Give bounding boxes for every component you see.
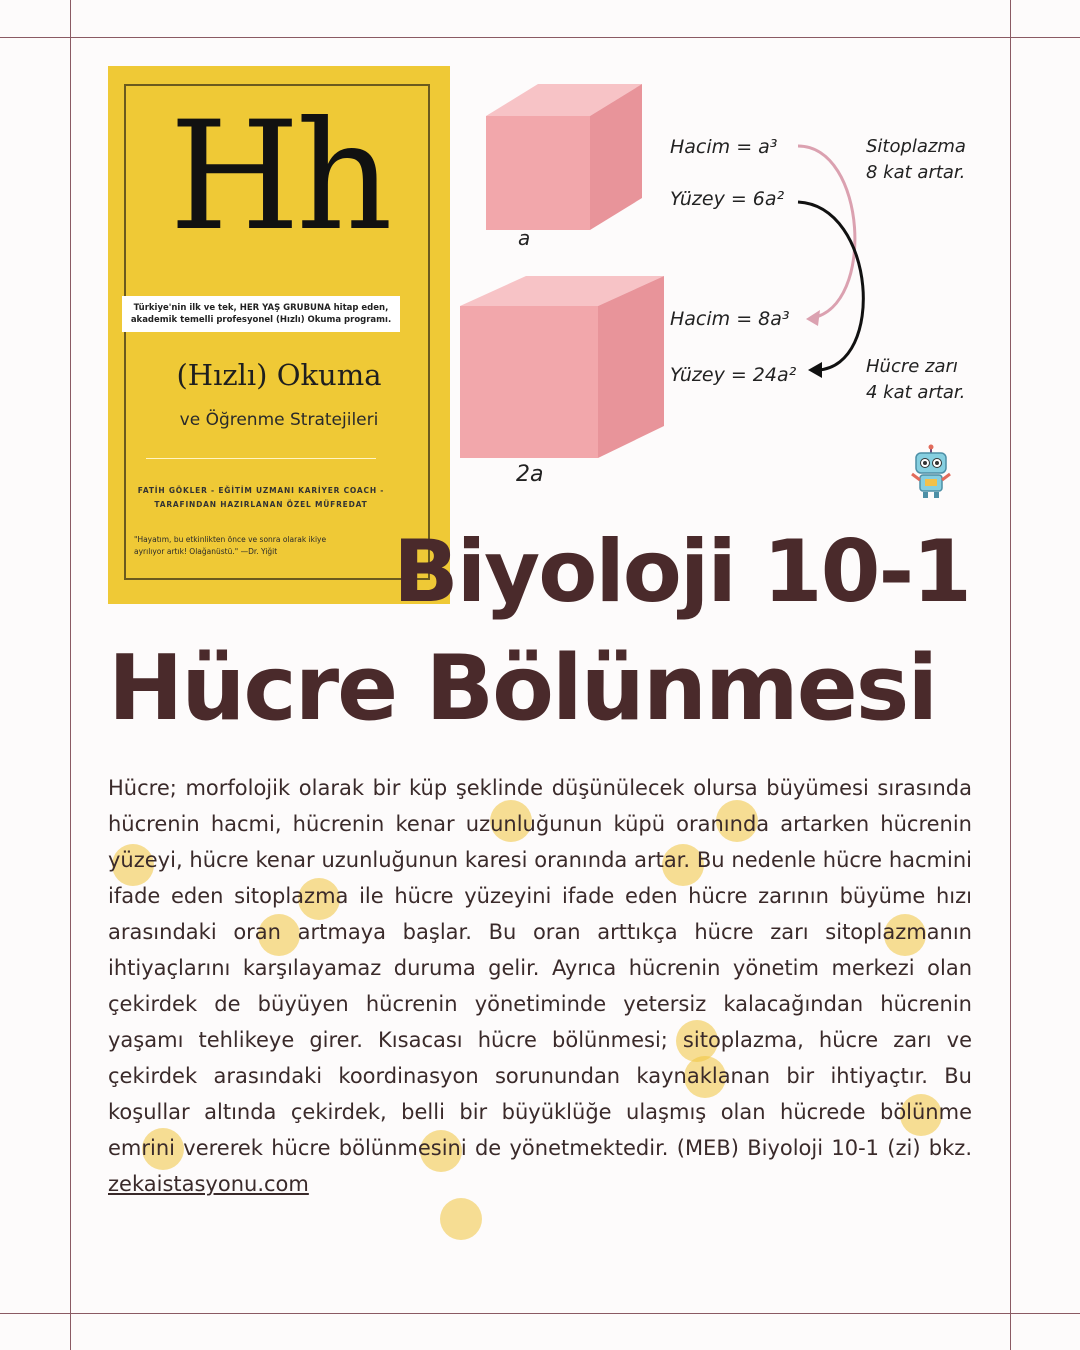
cover-quote-line1: "Hayatım, bu etkinlikten önce ve sonra olarak ikiye xyxy=(134,535,327,544)
cover-title: (Hızlı) Okuma xyxy=(176,358,382,392)
membrane-note-line1: Hücre zarı xyxy=(866,356,958,377)
membrane-note-line2: 4 kat artar. xyxy=(866,382,966,403)
cover-author-line2: TARAFINDAN HAZIRLANAN ÖZEL MÜFREDAT xyxy=(154,500,368,509)
website-link[interactable]: zekaistasyonu.com xyxy=(108,1172,309,1196)
small-cube-label: a xyxy=(518,226,531,250)
large-volume-formula: Hacim = 8a³ xyxy=(670,308,790,330)
volume-arrow-head xyxy=(806,310,820,326)
headline-line2: Hücre Bölünmesi xyxy=(108,636,937,741)
cube-diagram xyxy=(456,66,976,506)
trim-line-right xyxy=(1010,0,1011,1350)
cube-diagram-graphic xyxy=(456,66,976,506)
cover-author xyxy=(128,484,394,512)
cover-tagline-line2: akademik temelli profesyonel (Hızlı) Okuma programı. xyxy=(130,315,392,325)
cover-letters: Hh xyxy=(169,90,389,264)
trim-line-left xyxy=(70,0,71,1350)
cover-tagline-line1: Türkiye'nin ilk ve tek, HER YAŞ GRUBUNA hitap eden, xyxy=(133,303,389,313)
cover-author-line1: FATİH GÖKLER - EĞİTİM UZMANI KARİYER COACH - xyxy=(137,486,385,495)
cover-quote xyxy=(134,534,384,558)
cytoplasm-note-line2: 8 kat artar. xyxy=(866,162,966,183)
cover-divider xyxy=(146,458,376,459)
small-cube xyxy=(486,84,642,230)
robot-mascot-icon xyxy=(906,444,956,500)
cover-tagline-strip xyxy=(122,296,400,332)
surface-arrow-head xyxy=(808,362,822,378)
body-paragraph xyxy=(108,770,972,1202)
body-text: Hücre; morfolojik olarak bir küp şeklinde düşünülecek olursa büyümesi sırasında hücrenin hacmi, hücrenin kenar uzunluğunun küpü oranında artarken hücrenin yüzeyi, hücre kenar uzunluğunun karesi oranında artar. Bu nedenle hücre hacmini ifade eden sitoplazma ile hücre yüzeyini ifade eden hücre zarının büyüme hızı arasındaki oran artmaya başlar. Bu oran arttıkça hücre zarı sitoplazmanın ihtiyaçlarını karşılayamaz duruma gelir. Ayrıca hücrenin yönetim merkezi olan çekirdek de büyüyen hücrenin yönetiminde yetersiz kalacağından hücrenin yaşamı tehlikeye girer. Kısacası hücre bölünmesi; sitoplazma, hücre zarı ve çekirdek arasındaki koordinasyon sorunundan kaynaklanan bir ihtiyaçtır. Bu koşullar altında çekirdek, belli bir büyüklüğe ulaşmış olan hücrede bölünme emrini vererek hücre bölünmesini de yönetmektedir. (MEB) Biyoloji 10-1 (zi) bkz. xyxy=(108,776,972,1160)
cytoplasm-note xyxy=(866,134,966,186)
small-surface-formula: Yüzey = 6a² xyxy=(670,188,785,210)
large-cube-label: 2a xyxy=(516,462,544,487)
trim-line-bottom xyxy=(0,1313,1080,1314)
cover-subtitle: ve Öğrenme Stratejileri xyxy=(179,410,379,430)
large-cube xyxy=(460,276,664,458)
headline-line1: Biyoloji 10-1 xyxy=(393,522,970,622)
highlight-blob xyxy=(440,1198,482,1240)
cover-quote-line2: ayrılıyor artık! Olağanüstü." —Dr. Yiğit xyxy=(134,547,278,556)
small-volume-formula: Hacim = a³ xyxy=(670,136,778,158)
membrane-note xyxy=(866,354,965,406)
cytoplasm-note-line1: Sitoplazma xyxy=(866,136,966,157)
large-surface-formula: Yüzey = 24a² xyxy=(670,364,797,386)
trim-line-top xyxy=(0,37,1080,38)
